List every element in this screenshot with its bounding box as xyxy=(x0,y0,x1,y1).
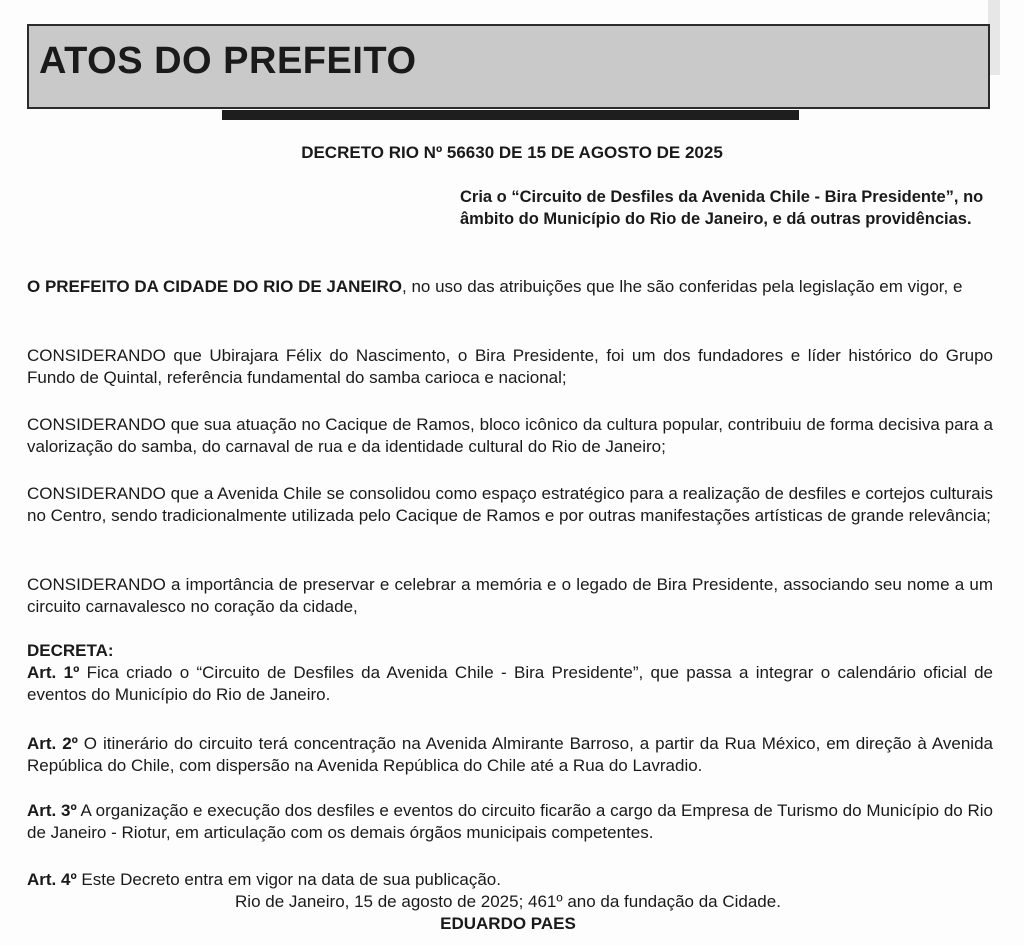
article-label: Art. 4º xyxy=(27,870,77,889)
considerando-3: CONSIDERANDO que a Avenida Chile se consolidou como espaço estratégico para a realização de desfiles e cortejos culturais no Centro, sendo tradicionalmente utilizada pelo Cacique de Ramos e por outras manifestações artísticas de grande relevância; xyxy=(27,484,993,525)
decree-title: DECRETO RIO Nº 56630 DE 15 DE AGOSTO DE 2025 xyxy=(301,143,723,162)
article-4 xyxy=(27,869,993,891)
decreta-label: DECRETA: xyxy=(27,641,114,660)
article-text: Este Decreto entra em vigor na data de sua publicação. xyxy=(76,870,501,889)
article-text: Fica criado o “Circuito de Desfiles da Avenida Chile - Bira Presidente”, que passa a integrar o calendário oficial de eventos do Município do Rio de Janeiro. xyxy=(27,663,993,704)
header-underline-bar xyxy=(222,110,799,120)
signature: EDUARDO PAES xyxy=(440,914,576,933)
considerando-1: CONSIDERANDO que Ubirajara Félix do Nascimento, o Bira Presidente, foi um dos fundadores e líder histórico do Grupo Fundo de Quintal, referência fundamental do samba carioca e nacional; xyxy=(27,346,993,387)
article-label: Art. 1º xyxy=(27,663,80,682)
considerando-4: CONSIDERANDO a importância de preservar e celebrar a memória e o legado de Bira Presidente, associando seu nome a um circuito carnavalesco no coração da cidade, xyxy=(27,575,993,616)
article-text: O itinerário do circuito terá concentração na Avenida Almirante Barroso, a partir da Rua México, em direção à Avenida República do Chile, com dispersão na Avenida República do Chile até a Rua do Lavradio. xyxy=(27,734,993,775)
article-2 xyxy=(27,733,993,777)
section-header-box xyxy=(27,24,990,109)
article-1 xyxy=(27,662,993,706)
preamble-lead: O PREFEITO DA CIDADE DO RIO DE JANEIRO xyxy=(27,277,402,296)
considerando-2: CONSIDERANDO que sua atuação no Cacique de Ramos, bloco icônico da cultura popular, contribuiu de forma decisiva para a valorização do samba, do carnaval de rua e da identidade cultural do Rio de Janeiro; xyxy=(27,415,993,456)
decreta-block xyxy=(27,640,993,706)
section-title: ATOS DO PREFEITO xyxy=(39,40,417,82)
article-label: Art. 3º xyxy=(27,801,77,820)
decree-ementa: Cria o “Circuito de Desfiles da Avenida Chile - Bira Presidente”, no âmbito do Município do Rio de Janeiro, e dá outras providências. xyxy=(460,188,984,228)
footer-date-line: Rio de Janeiro, 15 de agosto de 2025; 461º ano da fundação da Cidade. xyxy=(235,892,781,911)
preamble-rest: , no uso das atribuições que lhe são conferidas pela legislação em vigor, e xyxy=(402,277,963,296)
article-text: A organização e execução dos desfiles e eventos do circuito ficarão a cargo da Empresa de Turismo do Município do Rio de Janeiro - Riotur, em articulação com os demais órgãos municipais competentes. xyxy=(27,801,993,842)
article-label: Art. 2º xyxy=(27,734,78,753)
article-3 xyxy=(27,800,993,844)
preamble-paragraph xyxy=(27,276,993,298)
